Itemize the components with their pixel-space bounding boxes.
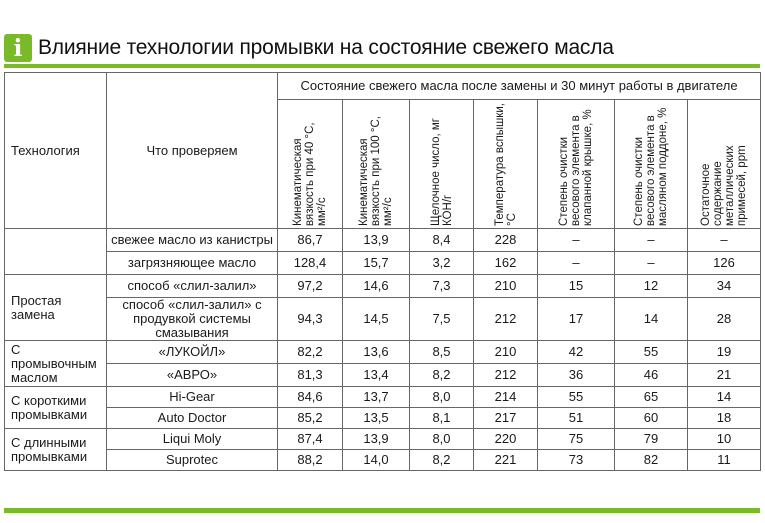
technology-cell — [5, 229, 107, 275]
value-cell: 15 — [538, 275, 615, 298]
check-cell: способ «слил-залил» с продувкой системы смазывания — [107, 298, 278, 341]
header-group: Состояние свежего масла после замены и 30 минут работы в двигателе — [278, 73, 761, 100]
header-what-checked: Что проверяем — [107, 73, 278, 229]
value-cell: – — [615, 252, 688, 275]
check-cell: свежее масло из канистры — [107, 229, 278, 252]
value-cell: 34 — [688, 275, 761, 298]
table-row — [5, 298, 761, 341]
table-row — [5, 387, 761, 408]
technology-cell: Простая замена — [5, 275, 107, 341]
check-cell: способ «слил-залил» — [107, 275, 278, 298]
value-cell: 85,2 — [278, 408, 343, 429]
value-cell: 14 — [688, 387, 761, 408]
bottom-rule — [4, 508, 760, 513]
value-cell: 212 — [474, 298, 538, 341]
value-cell: 55 — [538, 387, 615, 408]
value-cell: 79 — [615, 429, 688, 450]
check-cell: Auto Doctor — [107, 408, 278, 429]
value-cell: 19 — [688, 341, 761, 364]
value-cell: 8,2 — [410, 450, 474, 471]
value-cell: 13,7 — [343, 387, 410, 408]
value-cell: 221 — [474, 450, 538, 471]
value-cell: 55 — [615, 341, 688, 364]
value-cell: 14,0 — [343, 450, 410, 471]
header-cleaning-oil-pan: Степень очистки весового элемента в масляном поддоне, % — [615, 100, 688, 229]
check-cell: Hi-Gear — [107, 387, 278, 408]
value-cell: 84,6 — [278, 387, 343, 408]
table-row — [5, 229, 761, 252]
header-viscosity-40: Кинематическая вязкость при 40 °С, мм²/с — [278, 100, 343, 229]
table-row — [5, 364, 761, 387]
technology-cell: С длинными промывками — [5, 429, 107, 471]
value-cell: 8,5 — [410, 341, 474, 364]
check-cell: «ЛУКОЙЛ» — [107, 341, 278, 364]
value-cell: 82 — [615, 450, 688, 471]
value-cell: 7,3 — [410, 275, 474, 298]
value-cell: 214 — [474, 387, 538, 408]
check-cell: «АВРО» — [107, 364, 278, 387]
value-cell: 8,0 — [410, 387, 474, 408]
header-base-number: Щелочное число, мг КОН/г — [410, 100, 474, 229]
value-cell: – — [538, 252, 615, 275]
info-icon: i — [4, 34, 32, 62]
value-cell: 210 — [474, 275, 538, 298]
value-cell: 7,5 — [410, 298, 474, 341]
value-cell: 13,9 — [343, 229, 410, 252]
value-cell: 12 — [615, 275, 688, 298]
value-cell: 10 — [688, 429, 761, 450]
title-bar — [4, 32, 760, 64]
value-cell: 228 — [474, 229, 538, 252]
value-cell: 13,6 — [343, 341, 410, 364]
value-cell: 13,5 — [343, 408, 410, 429]
value-cell: 8,2 — [410, 364, 474, 387]
header-technology: Технология — [5, 73, 107, 229]
value-cell: 3,2 — [410, 252, 474, 275]
value-cell: 82,2 — [278, 341, 343, 364]
value-cell: 81,3 — [278, 364, 343, 387]
value-cell: 75 — [538, 429, 615, 450]
value-cell: 11 — [688, 450, 761, 471]
value-cell: 42 — [538, 341, 615, 364]
value-cell: 36 — [538, 364, 615, 387]
value-cell: 73 — [538, 450, 615, 471]
value-cell: 88,2 — [278, 450, 343, 471]
value-cell: 210 — [474, 341, 538, 364]
table-row — [5, 341, 761, 364]
value-cell: – — [538, 229, 615, 252]
value-cell: 14,5 — [343, 298, 410, 341]
table-row — [5, 408, 761, 429]
header-viscosity-100: Кинематическая вязкость при 100 °С, мм²/с — [343, 100, 410, 229]
table-row — [5, 252, 761, 275]
value-cell: 18 — [688, 408, 761, 429]
value-cell: 86,7 — [278, 229, 343, 252]
value-cell: 94,3 — [278, 298, 343, 341]
value-cell: 21 — [688, 364, 761, 387]
value-cell: 220 — [474, 429, 538, 450]
value-cell: 60 — [615, 408, 688, 429]
value-cell: 8,1 — [410, 408, 474, 429]
table-row — [5, 275, 761, 298]
value-cell: – — [615, 229, 688, 252]
value-cell: 13,9 — [343, 429, 410, 450]
header-cleaning-valve-cover: Степень очистки весового элемента в клапанной крышке, % — [538, 100, 615, 229]
value-cell: 97,2 — [278, 275, 343, 298]
header-metal-impurities: Остаточное содержание металлических примесей, ppm — [688, 100, 761, 229]
check-cell: Liqui Moly — [107, 429, 278, 450]
value-cell: 51 — [538, 408, 615, 429]
title-underline — [4, 64, 760, 68]
value-cell: 8,0 — [410, 429, 474, 450]
value-cell: 8,4 — [410, 229, 474, 252]
results-table — [4, 72, 761, 471]
value-cell: 46 — [615, 364, 688, 387]
check-cell: загрязняющее масло — [107, 252, 278, 275]
value-cell: 17 — [538, 298, 615, 341]
value-cell: 212 — [474, 364, 538, 387]
technology-cell: С короткими промывками — [5, 387, 107, 429]
value-cell: 13,4 — [343, 364, 410, 387]
value-cell: 87,4 — [278, 429, 343, 450]
value-cell: 28 — [688, 298, 761, 341]
check-cell: Suprotec — [107, 450, 278, 471]
value-cell: 15,7 — [343, 252, 410, 275]
technology-cell: С промывочным маслом — [5, 341, 107, 387]
value-cell: – — [688, 229, 761, 252]
value-cell: 128,4 — [278, 252, 343, 275]
table-row — [5, 450, 761, 471]
value-cell: 126 — [688, 252, 761, 275]
value-cell: 14 — [615, 298, 688, 341]
value-cell: 162 — [474, 252, 538, 275]
value-cell: 14,6 — [343, 275, 410, 298]
value-cell: 65 — [615, 387, 688, 408]
header-flash-point: Температура вспышки, °С — [474, 100, 538, 229]
value-cell: 217 — [474, 408, 538, 429]
table-row — [5, 429, 761, 450]
page-title: Влияние технологии промывки на состояние свежего масла — [38, 36, 614, 59]
